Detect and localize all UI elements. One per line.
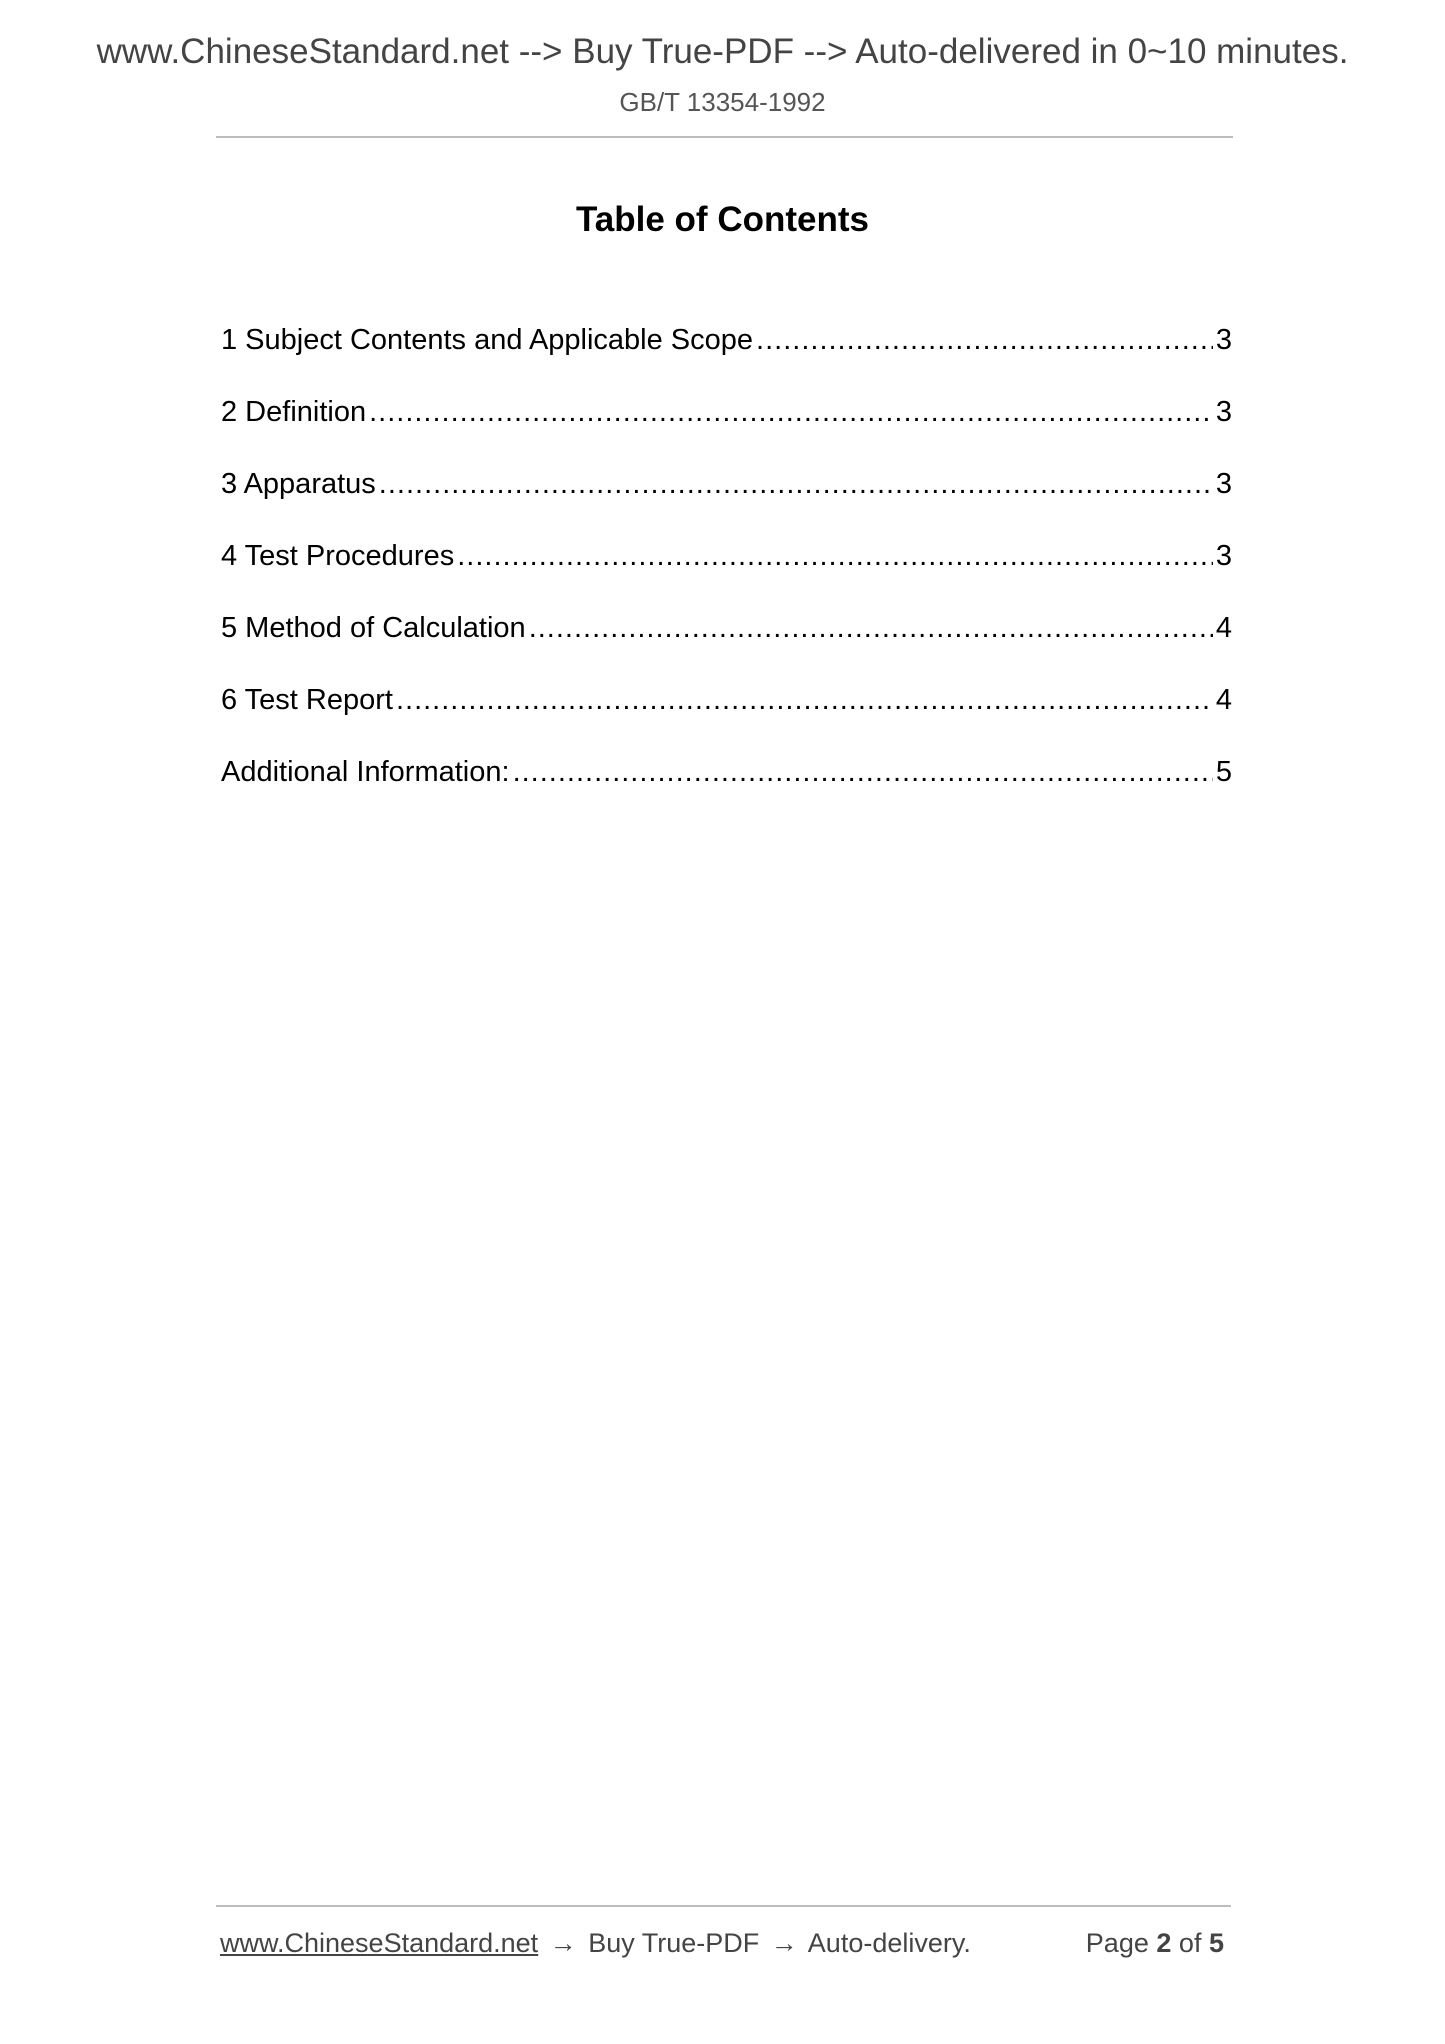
footer-divider [216, 1905, 1231, 1907]
total-pages-number: 5 [1208, 1928, 1224, 1958]
toc-entry-label: Additional Information: [221, 756, 510, 788]
toc-entry[interactable] [221, 752, 1232, 824]
toc-entry-page: 5 [1215, 756, 1232, 788]
page-word: Page [1085, 1928, 1149, 1958]
header-divider [216, 136, 1233, 138]
of-word: of [1178, 1928, 1202, 1958]
toc-entry[interactable] [221, 464, 1232, 536]
toc-entry-page: 3 [1215, 324, 1232, 356]
toc-entry[interactable] [221, 536, 1232, 608]
toc-entry-page: 3 [1215, 540, 1232, 572]
footer-site-link[interactable]: www.ChineseStandard.net [220, 1928, 539, 1958]
page-footer [220, 1925, 1232, 1965]
footer-buy-text: Buy True-PDF [588, 1928, 760, 1958]
toc-list [221, 320, 1232, 824]
toc-dot-leader [369, 392, 1213, 432]
standard-code: GB/T 13354-1992 [619, 87, 826, 117]
footer-promo [220, 1925, 971, 1961]
arrow-right-icon: → [549, 1928, 577, 1958]
toc-entry[interactable] [221, 680, 1232, 752]
toc-entry-label: 5 Method of Calculation [221, 612, 526, 644]
toc-dot-leader [513, 752, 1213, 792]
arrow-right-icon: → [770, 1928, 798, 1958]
toc-entry-label: 6 Test Report [221, 684, 393, 716]
footer-delivery-text: Auto-delivery. [807, 1928, 971, 1958]
toc-dot-leader [756, 320, 1213, 360]
toc-dot-leader [457, 536, 1213, 576]
toc-entry[interactable] [221, 392, 1232, 464]
toc-entry-page: 3 [1215, 468, 1232, 500]
toc-entry-page: 4 [1215, 684, 1232, 716]
toc-dot-leader [379, 464, 1213, 504]
current-page-number: 2 [1156, 1928, 1172, 1958]
toc-dot-leader [529, 608, 1213, 648]
page-indicator [1086, 1925, 1224, 1961]
toc-entry-label: 3 Apparatus [221, 468, 376, 500]
toc-entry[interactable] [221, 320, 1232, 392]
toc-entry[interactable] [221, 608, 1232, 680]
toc-entry-page: 3 [1215, 396, 1232, 428]
toc-entry-label: 4 Test Procedures [221, 540, 455, 572]
toc-dot-leader [396, 680, 1213, 720]
toc-entry-page: 4 [1215, 612, 1232, 644]
toc-entry-label: 2 Definition [221, 396, 367, 428]
toc-entry-label: 1 Subject Contents and Applicable Scope [221, 324, 754, 356]
top-banner: www.ChineseStandard.net --> Buy True-PDF --> Auto-delivered in 0~10 minutes. [96, 32, 1349, 71]
page-title: Table of Contents [576, 200, 869, 239]
